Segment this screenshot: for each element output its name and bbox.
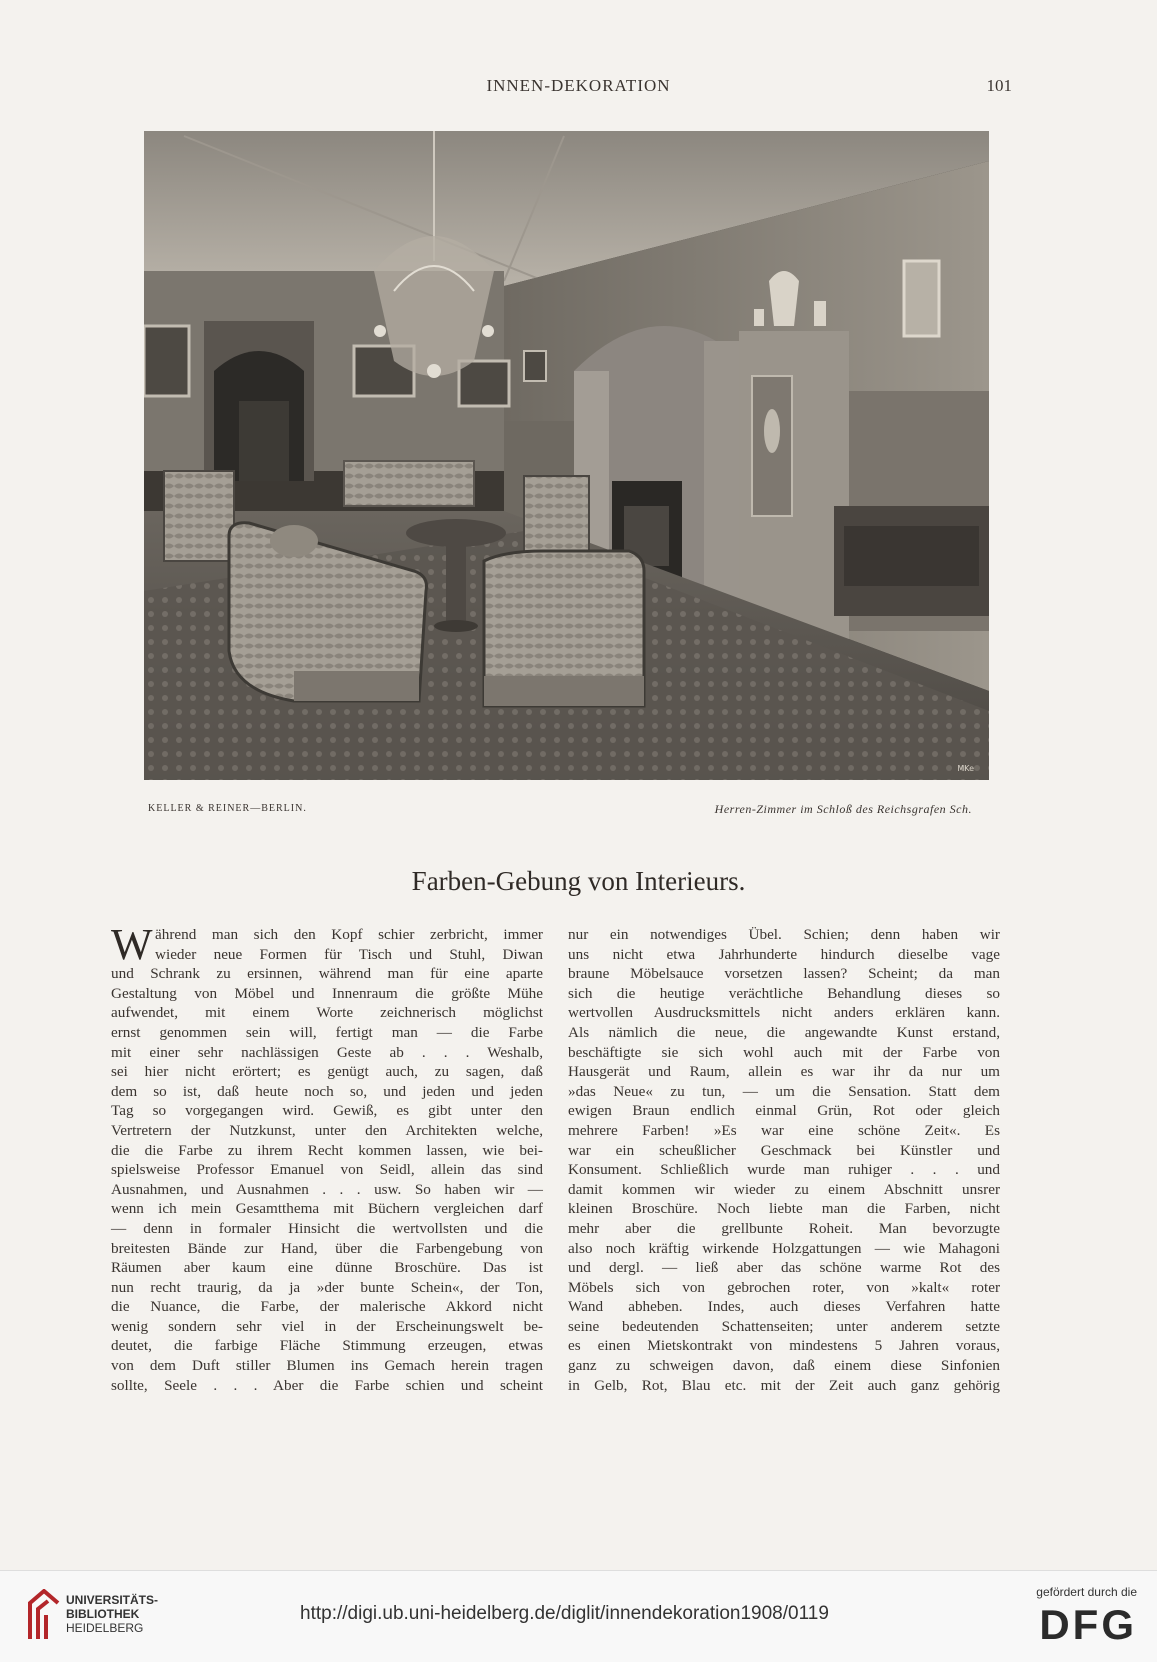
text-line: Möbels sich von gebrochen roter, von »kalt« roter: [568, 1278, 1000, 1296]
text-line: und Schrank zu ersinnen, während man für eine aparte: [111, 965, 543, 983]
text-line: es einen Mietskontrakt von mindestens 5 Jahren voraus,: [568, 1337, 1000, 1355]
drop-cap: W: [111, 920, 153, 969]
text-line: wenig sondern sehr viel in der Erscheinungswelt be-: [111, 1317, 543, 1335]
text-line: seine bedeutenden Schattenseiten; unter anderem setzte: [568, 1317, 1000, 1335]
text-line: Konsument. Schließlich wurde man ruhiger . . . und: [568, 1161, 1000, 1179]
text-column-left: [111, 920, 543, 1395]
text-line: ewigen Braun endlich einmal Grün, Rot oder gleich: [568, 1102, 1000, 1120]
photo-credit: KELLER & REINER—BERLIN.: [148, 803, 307, 814]
article-title: Farben-Gebung von Interieurs.: [411, 866, 746, 896]
text-line: wenn ich mein Gesamtthema mit Büchern vergleichen darf: [111, 1200, 543, 1218]
text-line: »das Neue« zu tun, — um die Sensation. Statt dem: [568, 1082, 1000, 1100]
library-footer: [0, 1570, 1157, 1662]
institution-name: [66, 1593, 158, 1635]
text-line: nun recht traurig, da ja »der bunte Schein«, der Ton,: [111, 1278, 543, 1296]
text-line: die die Farbe zu ihrem Recht kommen lassen, wie bei-: [111, 1141, 543, 1159]
figure-credits: [148, 803, 972, 821]
text-line: Als nämlich die neue, die angewandte Kunst erstand,: [568, 1023, 1000, 1041]
text-line: Wand abheben. Indes, auch dieses Verfahren hatte: [568, 1298, 1000, 1316]
dfg-logo: DFG: [1039, 1601, 1137, 1648]
text-line: mehrere Farben! »Es war eine schöne Zeit«. Es: [568, 1121, 1000, 1139]
text-line: uns nicht etwa Jahrhunderte hindurch dieselbe vage: [568, 945, 1000, 963]
text-line: braune Möbelsauce vorsetzen lassen? Scheint; da man: [568, 965, 1000, 983]
text-line: — denn in formaler Hinsicht die wertvollsten und die: [111, 1219, 543, 1237]
svg-text:MKe: MKe: [957, 764, 974, 773]
text-line: Ausnahmen, und Ausnahmen . . . usw. So haben wir —: [111, 1180, 543, 1198]
text-line: und dergl. — ließ aber das schöne warme Rot des: [568, 1259, 1000, 1277]
text-line: aufwendet, mit einem Worte zeichnerisch möglichst: [111, 1004, 543, 1022]
institution-line: HEIDELBERG: [66, 1621, 144, 1635]
text-line: war ein scheußlicher Geschmack bei Künstler und: [568, 1141, 1000, 1159]
text-line: ernst genommen sein will, fertigt man — die Farbe: [111, 1023, 543, 1041]
text-line: Hausgerät und Raum, allein es war ihr da nur um: [568, 1063, 1000, 1081]
text-line: nur ein notwendiges Übel. Schien; denn haben wir: [568, 926, 1000, 943]
running-title: INNEN-DEKORATION: [486, 76, 671, 95]
text-line: ährend man sich den Kopf schier zerbricht, immer: [155, 926, 543, 943]
text-line: breitesten Bände zur Hand, über die Farbengebung von: [111, 1239, 543, 1257]
text-line: also noch kräftig wirkende Holzgattungen — wie Mahagoni: [568, 1239, 1000, 1257]
interior-photograph-illustration: [144, 131, 989, 780]
text-line: wertvollen Ausdrucksmittels nicht anders erklären kann.: [568, 1004, 1000, 1022]
text-line: Vertretern der Nutzkunst, unter den Architekten welche,: [111, 1121, 543, 1139]
text-line: deutet, die farbige Fläche Stimmung erzeugen, etwas: [111, 1337, 543, 1355]
text-line: die Nuance, die Farbe, der malerische Akkord nicht: [111, 1298, 543, 1316]
page-number: 101: [986, 76, 1012, 95]
interior-photograph: [144, 131, 989, 780]
text-line: sich die heutige verächtliche Behandlung dieses so: [568, 984, 1000, 1002]
text-column-right: [568, 925, 1000, 1395]
text-line: mehr aber die grellbunte Roheit. Man bevorzugte: [568, 1219, 1000, 1237]
text-line: mit einer sehr nachlässigen Geste ab . . . Weshalb,: [111, 1043, 543, 1061]
text-line: sei hier nicht erörtert; es genügt auch, zu sagen, daß: [111, 1063, 543, 1081]
text-line: damit kommen wir wieder zu einem Abschnitt unsrer: [568, 1180, 1000, 1198]
institution-line: UNIVERSITÄTS-: [66, 1593, 159, 1607]
text-line: Räumen aber kaum eine dünne Broschüre. Das ist: [111, 1259, 543, 1277]
text-line: Tag so vorgegangen wird. Gewiß, es gibt unter den: [111, 1102, 543, 1120]
text-line: beschäftigte sie sich wohl auch mit der Farbe von: [568, 1043, 1000, 1061]
funder-block: [1012, 1585, 1137, 1649]
funding-text: gefördert durch die: [1036, 1585, 1137, 1599]
text-line: Gestaltung von Möbel und Innenraum die größte Mühe: [111, 984, 543, 1002]
text-line: von dem Duft stiller Blumen ins Gemach herein tragen: [111, 1357, 543, 1375]
permalink-url[interactable]: http://digi.ub.uni-heidelberg.de/diglit/innendekoration1908/0119: [300, 1603, 829, 1624]
text-line: kleinen Broschüre. Noch liebte man die Farben, nicht: [568, 1200, 1000, 1218]
figure-caption: Herren-Zimmer im Schloß des Reichsgrafen Sch.: [714, 802, 972, 816]
text-line: wieder neue Formen für Tisch und Stuhl, Diwan: [155, 945, 543, 963]
running-head: [0, 76, 1157, 100]
text-line: ganz zu schweigen davon, daß einem diese Sinfonien: [568, 1357, 1000, 1375]
university-library-logo-icon: [24, 1589, 64, 1641]
institution-line: BIBLIOTHEK: [66, 1607, 140, 1621]
text-line: spielsweise Professor Emanuel von Seidl, allein das sind: [111, 1161, 543, 1179]
text-line: in Gelb, Rot, Blau etc. mit der Zeit auch ganz gehörig: [568, 1376, 1000, 1394]
text-line: sollte, Seele . . . Aber die Farbe schien und scheint: [111, 1376, 543, 1394]
text-line: dem so ist, daß heute noch so, und jeden und jeden: [111, 1082, 543, 1100]
